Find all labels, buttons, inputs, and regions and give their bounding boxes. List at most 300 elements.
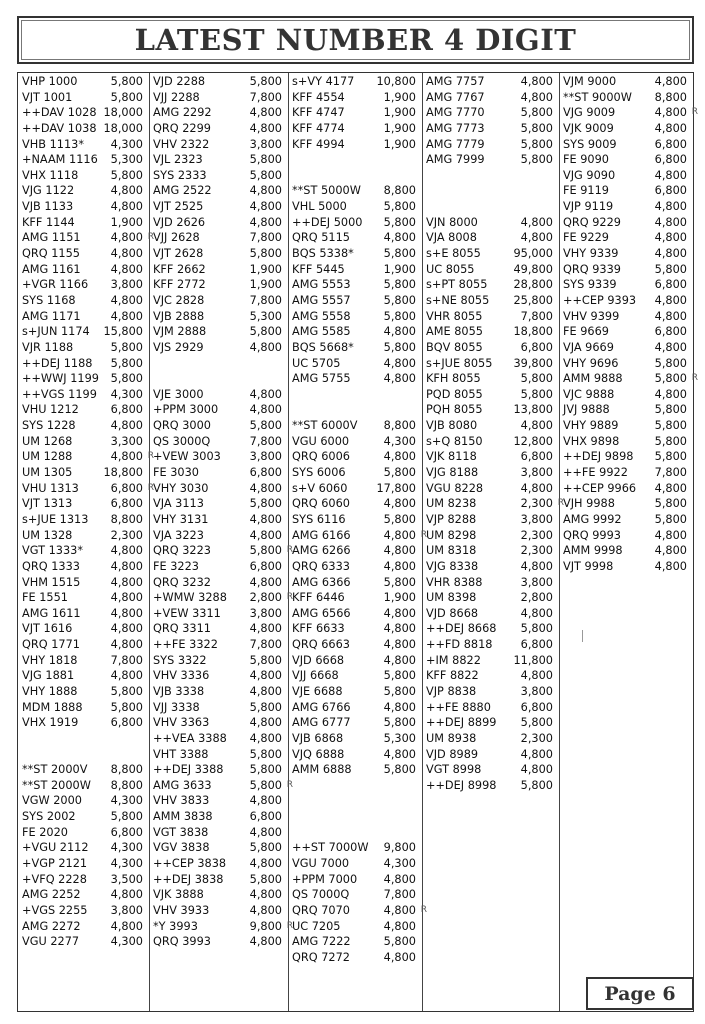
price: 4,800 — [110, 919, 143, 933]
price: 18,000 — [103, 121, 143, 135]
plate-number: VJQ 6888 — [292, 747, 345, 761]
price: 4,800 — [654, 121, 687, 135]
listing-row — [149, 152, 288, 168]
price: 4,800 — [654, 387, 687, 401]
plate-number: KFF 6446 — [292, 591, 345, 605]
listing-row — [18, 872, 149, 888]
plate-number: s+V 6060 — [292, 481, 348, 495]
plate-number: VJN 8000 — [426, 215, 478, 229]
plate-number: VJP 9119 — [563, 200, 614, 214]
price: 5,800 — [249, 419, 282, 433]
plate-number: AMG 7999 — [426, 153, 485, 167]
price: 4,800 — [654, 544, 687, 558]
plate-number: VHV 3336 — [153, 669, 210, 683]
listing-row — [288, 262, 422, 278]
plate-number: KFF 6633 — [292, 622, 345, 636]
price: 5,800 — [110, 75, 143, 88]
price: 3,800 — [520, 684, 553, 698]
listing-row — [422, 387, 559, 403]
price: 4,800 — [520, 419, 553, 433]
plate-number: VGU 6000 — [292, 434, 350, 448]
listing-row — [18, 747, 149, 763]
listing-row — [149, 887, 288, 903]
listing-row — [288, 934, 422, 950]
plate-number: QRQ 3993 — [153, 935, 211, 949]
plate-number: VJJ 2288 — [153, 90, 200, 104]
plate-number: KFH 8055 — [426, 372, 481, 386]
price: 4,800 — [110, 669, 143, 683]
price: 4,800 — [249, 340, 282, 354]
plate-number: VHY 3030 — [153, 481, 209, 495]
plate-number: UM 1328 — [22, 528, 73, 542]
plate-number: **ST 2000V — [22, 763, 88, 777]
plate-number: ++DEJ 8899 — [426, 716, 497, 730]
listing-row — [149, 840, 288, 856]
listing-row — [288, 575, 422, 591]
listing-row — [18, 825, 149, 841]
plate-number: ++CEP 3838 — [153, 857, 227, 871]
plate-number: *Y 3993 — [153, 919, 198, 933]
plate-number: KFF 2662 — [153, 262, 206, 276]
plate-number: VGU 7000 — [292, 857, 350, 871]
plate-number: VHU 1313 — [22, 481, 79, 495]
listing-row — [559, 356, 693, 372]
listing-row — [422, 309, 559, 325]
plate-number: VJD 8668 — [426, 606, 479, 620]
listing-row — [288, 152, 422, 168]
listing-row — [18, 434, 149, 450]
reserved-mark: R — [420, 904, 427, 915]
listing-row — [18, 887, 149, 903]
listing-row — [422, 481, 559, 497]
listing-row — [149, 528, 288, 544]
price: 2,800 — [249, 591, 282, 605]
plate-number: VJE 6688 — [292, 684, 343, 698]
listing-row — [422, 559, 559, 575]
listing-row — [149, 668, 288, 684]
price: 5,800 — [249, 247, 282, 261]
plate-number: VJM 2888 — [153, 325, 207, 339]
price: 5,800 — [110, 168, 143, 182]
plate-number: VJP 8838 — [426, 684, 477, 698]
price: 25,800 — [513, 293, 553, 307]
plate-number: QRQ 1333 — [22, 559, 80, 573]
plate-number: VJG 8338 — [426, 559, 479, 573]
listing-row — [559, 90, 693, 106]
listing-row — [18, 465, 149, 481]
price: 5,800 — [383, 466, 416, 480]
listing-row — [559, 262, 693, 278]
listing-row — [288, 246, 422, 262]
listing-row — [559, 324, 693, 340]
price: 3,500 — [110, 872, 143, 886]
listing-column — [288, 74, 427, 966]
reserved-mark: R — [147, 451, 154, 462]
price: 3,800 — [249, 450, 282, 464]
price: 8,800 — [110, 778, 143, 792]
price: 4,800 — [110, 544, 143, 558]
plate-number: VJA 3113 — [153, 497, 204, 511]
plate-number: ++FD 8818 — [426, 638, 493, 652]
price: 5,800 — [249, 700, 282, 714]
plate-number: +VGS 2255 — [22, 903, 88, 917]
plate-number: VJK 9009 — [563, 121, 614, 135]
price: 6,800 — [654, 153, 687, 167]
price: 5,800 — [110, 684, 143, 698]
plate-number: VJT 9998 — [563, 559, 614, 573]
plate-number: VJB 3338 — [153, 684, 205, 698]
price: 4,800 — [110, 559, 143, 573]
price: 6,800 — [654, 184, 687, 198]
listing-row — [288, 402, 422, 418]
listing-row — [149, 449, 288, 465]
plate-number: QRQ 3232 — [153, 575, 211, 589]
price: 4,800 — [249, 935, 282, 949]
listing-row — [288, 731, 422, 747]
price: 4,800 — [520, 763, 553, 777]
listing-row — [18, 575, 149, 591]
plate-number: AMG 6777 — [292, 716, 351, 730]
listing-row — [18, 700, 149, 716]
listing-row — [149, 825, 288, 841]
price: 1,900 — [110, 215, 143, 229]
price: 4,800 — [383, 325, 416, 339]
listing-row — [559, 481, 693, 497]
listing-row — [422, 434, 559, 450]
listing-row — [18, 121, 149, 137]
plate-number: AMG 2252 — [22, 888, 81, 902]
plate-number: AMG 2292 — [153, 106, 212, 120]
plate-number: AMG 1161 — [22, 262, 81, 276]
listing-row — [18, 684, 149, 700]
price: 4,800 — [383, 528, 416, 542]
price: 4,800 — [654, 75, 687, 88]
price: 4,800 — [383, 372, 416, 386]
price: 4,800 — [110, 309, 143, 323]
listing-row — [149, 105, 288, 121]
listing-row — [288, 950, 422, 966]
price: 7,800 — [249, 90, 282, 104]
plate-number: KFF 4747 — [292, 106, 345, 120]
price: 4,800 — [520, 606, 553, 620]
plate-number: KFF 5445 — [292, 262, 345, 276]
plate-number: AMG 2272 — [22, 919, 81, 933]
listing-column — [422, 74, 564, 793]
plate-number: AMG 3633 — [153, 778, 212, 792]
plate-number: VJH 9988 — [563, 497, 615, 511]
price: 5,800 — [383, 575, 416, 589]
plate-number: FE 9669 — [563, 325, 609, 339]
plate-number: s+NE 8055 — [426, 293, 490, 307]
price: 4,800 — [654, 309, 687, 323]
listing-row — [559, 199, 693, 215]
price: 5,800 — [249, 75, 282, 88]
listing-row — [149, 230, 288, 246]
plate-number: AMG 6266 — [292, 544, 351, 558]
price: 6,800 — [110, 716, 143, 730]
price: 2,300 — [520, 497, 553, 511]
listing-row — [422, 496, 564, 512]
listing-row — [559, 293, 693, 309]
listing-row — [18, 559, 149, 575]
plate-number: VJG 9090 — [563, 168, 616, 182]
price: 4,800 — [520, 90, 553, 104]
price: 5,800 — [383, 512, 416, 526]
listing-row — [149, 481, 288, 497]
listing-row — [559, 543, 693, 559]
plate-number: QRQ 1771 — [22, 638, 80, 652]
listing-row — [422, 449, 559, 465]
plate-number: VJT 1313 — [22, 497, 73, 511]
listing-row — [18, 653, 149, 669]
listing-row — [18, 668, 149, 684]
listing-row — [18, 715, 149, 731]
listing-row — [18, 230, 154, 246]
price: 6,800 — [520, 700, 553, 714]
price: 3,800 — [249, 137, 282, 151]
listing-row — [18, 324, 149, 340]
plate-number: JVJ 9888 — [563, 403, 610, 417]
plate-number: ++DEJ 3388 — [153, 763, 224, 777]
price: 6,800 — [654, 278, 687, 292]
plate-number: **ST 2000W — [22, 778, 91, 792]
listing-row — [422, 152, 559, 168]
plate-number: VHY 9696 — [563, 356, 619, 370]
listing-row — [149, 684, 288, 700]
plate-number: VJD 2626 — [153, 215, 206, 229]
listing-row — [559, 496, 693, 512]
plate-number: UC 8055 — [426, 262, 475, 276]
listing-column — [149, 74, 293, 950]
price: 5,800 — [110, 810, 143, 824]
plate-number: VGV 3838 — [153, 841, 210, 855]
listing-row — [288, 465, 422, 481]
listing-row — [149, 575, 288, 591]
listing-row — [559, 528, 693, 544]
listing-row — [422, 199, 559, 215]
plate-number: ++ST 7000W — [292, 841, 369, 855]
price: 5,800 — [654, 497, 687, 511]
listing-row — [149, 356, 288, 372]
price: 5,800 — [520, 121, 553, 135]
plate-number: VHY 3131 — [153, 512, 209, 526]
price: 6,800 — [110, 403, 143, 417]
plate-number: FE 9229 — [563, 231, 609, 245]
plate-number: VHV 2322 — [153, 137, 210, 151]
price: 5,800 — [249, 497, 282, 511]
price: 4,800 — [249, 731, 282, 745]
plate-number: QRQ 5115 — [292, 231, 350, 245]
plate-number: QRQ 3000 — [153, 419, 211, 433]
plate-number: QRQ 6006 — [292, 450, 350, 464]
plate-number: VJT 2525 — [153, 200, 204, 214]
reserved-mark: R — [691, 107, 698, 118]
price: 5,800 — [654, 262, 687, 276]
plate-number: s+Q 8150 — [426, 434, 483, 448]
listing-row — [149, 183, 288, 199]
price: 5,300 — [383, 731, 416, 745]
listing-row — [18, 856, 149, 872]
listing-row — [559, 559, 693, 575]
price: 4,800 — [249, 403, 282, 417]
listing-row — [18, 793, 149, 809]
listing-row — [559, 465, 693, 481]
price: 4,800 — [249, 106, 282, 120]
listing-row — [288, 700, 422, 716]
price: 5,800 — [110, 340, 143, 354]
price: 5,800 — [383, 763, 416, 777]
listing-row — [18, 387, 149, 403]
listing-row — [149, 262, 288, 278]
plate-number: QRQ 7272 — [292, 950, 350, 964]
plate-number: AMG 6766 — [292, 700, 351, 714]
price: 4,800 — [654, 200, 687, 214]
price: 11,800 — [513, 653, 553, 667]
listing-row — [559, 246, 693, 262]
listing-row — [422, 778, 559, 794]
listing-row — [422, 512, 559, 528]
plate-number: ++CEP 9966 — [563, 481, 637, 495]
price: 6,800 — [520, 450, 553, 464]
listing-row — [559, 512, 693, 528]
price: 4,800 — [654, 247, 687, 261]
listing-row — [288, 903, 427, 919]
reserved-mark: R — [286, 920, 293, 931]
plate-number: BQS 5338* — [292, 247, 354, 261]
plate-number: QRQ 6333 — [292, 559, 350, 573]
listing-row — [422, 183, 559, 199]
listing-row — [149, 653, 288, 669]
price: 5,800 — [654, 450, 687, 464]
listing-row — [422, 121, 559, 137]
price: 7,800 — [654, 466, 687, 480]
listing-row — [288, 277, 422, 293]
plate-number: VHV 9399 — [563, 309, 620, 323]
listing-row — [18, 309, 149, 325]
listing-row — [18, 215, 149, 231]
price: 5,800 — [520, 137, 553, 151]
title-box — [17, 16, 694, 64]
price: 4,800 — [654, 231, 687, 245]
price: 4,800 — [249, 903, 282, 917]
listing-row — [559, 449, 693, 465]
listing-row — [422, 340, 559, 356]
price: 1,900 — [383, 121, 416, 135]
plate-number: s+PT 8055 — [426, 278, 488, 292]
listing-row — [559, 121, 693, 137]
listing-row — [18, 183, 149, 199]
price: 4,800 — [249, 512, 282, 526]
price: 4,800 — [110, 262, 143, 276]
price: 3,800 — [520, 512, 553, 526]
listing-row — [288, 512, 422, 528]
listing-row — [18, 528, 149, 544]
listing-row — [422, 653, 559, 669]
plate-number: KFF 4774 — [292, 121, 345, 135]
price: 5,800 — [383, 935, 416, 949]
price: 1,900 — [249, 262, 282, 276]
listing-row — [149, 137, 288, 153]
plate-number: VJM 9000 — [563, 75, 617, 88]
plate-number: SYS 6006 — [292, 466, 346, 480]
price: 4,800 — [654, 340, 687, 354]
price: 5,800 — [383, 340, 416, 354]
listing-row — [149, 434, 288, 450]
plate-number: SYS 2002 — [22, 810, 76, 824]
price: 9,800 — [249, 919, 282, 933]
plate-number: VHV 3363 — [153, 716, 210, 730]
plate-number: VJC 2828 — [153, 293, 205, 307]
listing-row — [18, 137, 149, 153]
plate-number: VJD 8989 — [426, 747, 479, 761]
plate-number: SYS 6116 — [292, 512, 346, 526]
listing-row — [288, 715, 422, 731]
listing-row — [18, 340, 149, 356]
price: 7,800 — [249, 434, 282, 448]
plate-number: VHP 1000 — [22, 75, 78, 88]
listing-row — [422, 74, 559, 90]
listing-row — [18, 903, 149, 919]
plate-number: FE 9119 — [563, 184, 609, 198]
price: 4,800 — [383, 700, 416, 714]
price: 6,800 — [654, 137, 687, 151]
listing-row — [18, 481, 154, 497]
price: 5,800 — [249, 325, 282, 339]
listing-row — [422, 215, 559, 231]
price: 4,300 — [110, 857, 143, 871]
price: 4,800 — [383, 950, 416, 964]
price: 5,800 — [249, 778, 282, 792]
plate-number: QRQ 2299 — [153, 121, 211, 135]
listing-row — [18, 590, 149, 606]
plate-number: FE 2020 — [22, 825, 68, 839]
plate-number: ++DEJ 5000 — [292, 215, 363, 229]
listing-row — [149, 872, 288, 888]
price: 4,800 — [249, 200, 282, 214]
listing-row — [288, 528, 427, 544]
stray-mark — [582, 630, 583, 642]
listing-row — [18, 371, 149, 387]
plate-number: AMM 9888 — [563, 372, 623, 386]
price: 95,000 — [513, 247, 553, 261]
listing-row — [422, 575, 559, 591]
plate-number: KFF 1144 — [22, 215, 75, 229]
price: 5,800 — [520, 778, 553, 792]
plate-number: ++VGS 1199 — [22, 387, 97, 401]
plate-number: MDM 1888 — [22, 700, 83, 714]
plate-number: VJJ 2628 — [153, 231, 200, 245]
plate-number: AMG 1171 — [22, 309, 81, 323]
plate-number: VGW 2000 — [22, 794, 82, 808]
listing-row — [422, 590, 559, 606]
price: 7,800 — [249, 293, 282, 307]
listing-row — [559, 309, 693, 325]
price: 4,800 — [520, 75, 553, 88]
plate-number: +VEW 3003 — [153, 450, 221, 464]
plate-number: QRQ 9229 — [563, 215, 621, 229]
price: 4,800 — [110, 888, 143, 902]
price: 8,800 — [654, 90, 687, 104]
price: 39,800 — [513, 356, 553, 370]
listing-row — [559, 152, 693, 168]
price: 8,800 — [110, 763, 143, 777]
price: 7,800 — [520, 309, 553, 323]
listing-row — [149, 309, 288, 325]
plate-number: s+JUE 1313 — [22, 512, 89, 526]
listing-row — [288, 653, 422, 669]
listing-row — [149, 778, 293, 794]
plate-number: AMM 9998 — [563, 544, 623, 558]
